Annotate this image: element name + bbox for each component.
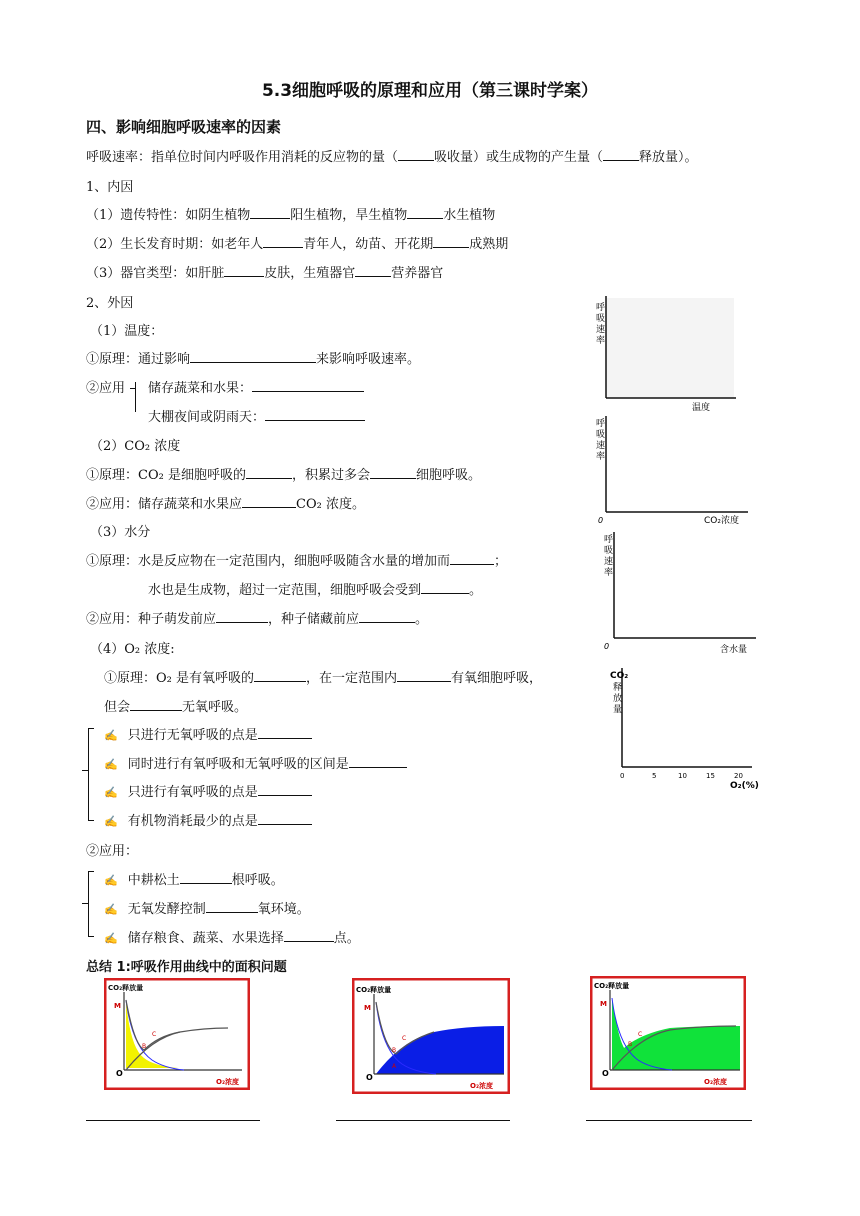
text: （2）生长发育时期：如老年人 (86, 237, 264, 252)
blank[interactable] (370, 466, 416, 479)
text: 但会 (104, 700, 131, 715)
text: 有机物消耗最少的点是 (127, 814, 258, 829)
answer-line-3[interactable] (586, 1120, 752, 1121)
text: 有氧细胞呼吸， (451, 671, 543, 686)
text: ②应用：种子萌发前应 (86, 612, 217, 627)
brace-tick (88, 820, 94, 821)
text: ，积累过多会 (291, 468, 370, 483)
label-c: C (152, 1031, 157, 1038)
section-heading-factors: 四、影响细胞呼吸速率的因素 (86, 118, 282, 136)
text: 青年人，幼苗、开花期 (303, 237, 434, 252)
y-label: CO₂释放量 (108, 984, 144, 992)
x-label: O₂浓度 (470, 1082, 494, 1090)
blank[interactable] (450, 552, 494, 565)
brace-tick (82, 903, 88, 904)
y-axis-label: 释放量 (613, 683, 623, 715)
text: 营养器官 (391, 266, 444, 281)
text: （3）器官类型：如肝脏 (86, 266, 225, 281)
blank[interactable] (433, 235, 469, 248)
hand-write-icon: ✍ (104, 786, 118, 799)
brace-tick (82, 770, 88, 771)
tick-15: 15 (706, 772, 715, 780)
blank[interactable] (246, 466, 292, 479)
blank[interactable] (242, 495, 296, 508)
text: 储存蔬菜和水果： (148, 381, 253, 396)
text: 。 (415, 612, 429, 627)
blank[interactable] (265, 408, 365, 421)
blank[interactable] (206, 900, 258, 913)
text: 点。 (333, 931, 360, 946)
water-principle-2 (148, 579, 482, 598)
blank[interactable] (254, 669, 306, 682)
o2-app-3 (104, 927, 360, 946)
tick-20: 20 (734, 772, 743, 780)
x-label: O₂浓度 (216, 1078, 240, 1086)
y-axis-label-top: CO₂ (610, 671, 629, 681)
o2-point-2 (104, 753, 407, 772)
text: 无氧发酵控制 (127, 902, 206, 917)
blank[interactable] (224, 264, 264, 277)
label-o: O (366, 1073, 373, 1082)
graph-water (590, 528, 760, 654)
text: 储存粮食、蔬菜、水果选择 (127, 931, 284, 946)
blank[interactable] (284, 929, 334, 942)
label-m: M (114, 1002, 121, 1010)
water-application (86, 608, 428, 627)
brace-tick (88, 871, 94, 872)
hand-write-icon: ✍ (104, 815, 118, 828)
blank[interactable] (190, 350, 316, 363)
text: 阳生植物，旱生植物 (290, 208, 408, 223)
text: ； (494, 554, 508, 569)
x-axis-label: 含水量 (720, 645, 748, 654)
x-axis-label: 温度 (692, 403, 711, 412)
text: 只进行有氧呼吸的点是 (127, 785, 258, 800)
inner-line-3 (86, 262, 443, 281)
definition-line (86, 146, 698, 165)
text: 水生植物 (443, 208, 496, 223)
hand-write-icon: ✍ (104, 903, 118, 916)
text: 细胞呼吸。 (415, 468, 481, 483)
def-text-a: 呼吸速率：指单位时间内呼吸作用消耗的反应物的量（ (86, 150, 399, 165)
text: ①原理：水是反应物在一定范围内，细胞呼吸随含水量的增加而 (86, 554, 451, 569)
area-graph-1 (104, 978, 250, 1090)
temp-app-1 (148, 377, 364, 396)
area-graph-2 (352, 978, 510, 1094)
brace (135, 382, 136, 412)
label-c: C (638, 1031, 643, 1038)
inner-heading: 1、内因 (86, 180, 134, 195)
answer-line-1[interactable] (86, 1120, 260, 1121)
co2-principle (86, 464, 481, 483)
temp-app-2 (148, 406, 365, 425)
blank[interactable] (263, 235, 303, 248)
blank[interactable] (250, 206, 290, 219)
page-title: 5.3细胞呼吸的原理和应用（第三课时学案） (261, 81, 599, 101)
inner-line-1 (86, 204, 495, 223)
text: ①原理：CO₂ 是细胞呼吸的 (86, 468, 246, 483)
blank[interactable] (355, 264, 391, 277)
text: ②应用：储存蔬菜和水果应 (86, 497, 243, 512)
text: 。 (469, 583, 483, 598)
hand-write-icon: ✍ (104, 874, 118, 887)
origin-label: 0 (598, 516, 604, 525)
y-label: CO₂释放量 (594, 982, 630, 990)
summary-heading: 总结 1:呼吸作用曲线中的面积问题 (86, 960, 287, 975)
blank[interactable] (216, 610, 268, 623)
text: 水也是生成物，超过一定范围，细胞呼吸会受到 (148, 583, 422, 598)
temp-heading: （1）温度： (90, 324, 164, 339)
answer-line-2[interactable] (336, 1120, 510, 1121)
label-b: B (142, 1043, 147, 1050)
label-c: C (402, 1035, 407, 1042)
temp-principle (86, 348, 420, 367)
blank[interactable] (258, 726, 312, 739)
text: 只进行无氧呼吸的点是 (127, 728, 258, 743)
blank[interactable] (252, 379, 364, 392)
y-label: CO₂释放量 (356, 986, 392, 994)
graph-bg (606, 298, 734, 398)
def-text-b: 吸收量）或生成物的产生量（ (434, 150, 604, 165)
def-text-c: 释放量）。 (639, 150, 698, 165)
x-axis-label: O₂(%) (730, 781, 759, 791)
blank[interactable] (398, 148, 434, 161)
text: CO₂ 浓度。 (296, 497, 365, 512)
blank[interactable] (180, 871, 232, 884)
blank[interactable] (130, 698, 182, 711)
blank[interactable] (397, 669, 451, 682)
blank[interactable] (258, 812, 312, 825)
blank[interactable] (359, 610, 415, 623)
brace-tick (130, 388, 136, 389)
blank[interactable] (258, 783, 312, 796)
o2-app-2 (104, 898, 310, 917)
y-axis-label: 呼吸速率 (604, 535, 614, 578)
brace-tick (88, 728, 94, 729)
label-o: O (602, 1069, 609, 1078)
text: 同时进行有氧呼吸和无氧呼吸的区间是 (127, 757, 349, 772)
o2-heading: （4）O₂ 浓度: (90, 642, 175, 657)
graph-co2 (588, 412, 758, 528)
water-principle-1 (86, 550, 507, 569)
tick-0: 0 (620, 772, 625, 780)
graph-o2 (592, 664, 768, 792)
water-heading: （3）水分 (90, 525, 151, 540)
blank[interactable] (603, 148, 639, 161)
o2-point-4 (104, 810, 312, 829)
hand-write-icon: ✍ (104, 758, 118, 771)
temp-app-label: ②应用 (86, 381, 126, 396)
y-axis-label: 呼吸速率 (596, 419, 606, 462)
text: （1）遗传特性：如阴生植物 (86, 208, 251, 223)
co2-heading: （2）CO₂ 浓度 (90, 439, 181, 454)
blank[interactable] (421, 581, 469, 594)
label-b: B (392, 1047, 397, 1054)
label-m: M (600, 1000, 607, 1008)
o2-app-1 (104, 869, 284, 888)
o2-principle-1 (104, 667, 542, 686)
area-graph-3 (590, 976, 746, 1090)
x-axis-label: CO₂浓度 (704, 516, 739, 526)
outer-heading: 2、外因 (86, 296, 134, 311)
label-b: B (628, 1041, 633, 1048)
x-label: O₂浓度 (704, 1078, 728, 1086)
hand-write-icon: ✍ (104, 932, 118, 945)
o2-point-3 (104, 781, 312, 800)
brace (88, 871, 89, 937)
text: 氧环境。 (257, 902, 310, 917)
text: 成熟期 (469, 237, 509, 252)
label-a: A (392, 1063, 397, 1070)
inner-line-2 (86, 233, 508, 252)
brace (88, 728, 89, 821)
text: 来影响呼吸速率。 (316, 352, 421, 367)
text: ，种子储藏前应 (268, 612, 360, 627)
text: 无氧呼吸。 (182, 700, 248, 715)
tick-10: 10 (678, 772, 687, 780)
tick-5: 5 (652, 772, 657, 780)
o2-principle-2 (104, 696, 247, 715)
text: 皮肤，生殖器官 (264, 266, 356, 281)
label-m: M (364, 1004, 371, 1012)
blank[interactable] (349, 755, 407, 768)
text: 根呼吸。 (231, 873, 284, 888)
text: ①原理：通过影响 (86, 352, 191, 367)
text: ，在一定范围内 (306, 671, 398, 686)
o2-app-label: ②应用： (86, 844, 139, 859)
hand-write-icon: ✍ (104, 729, 118, 742)
blank[interactable] (407, 206, 443, 219)
graph-temperature (588, 292, 748, 412)
label-o: O (116, 1069, 123, 1078)
text: 中耕松土 (127, 873, 180, 888)
text: ①原理：O₂ 是有氧呼吸的 (104, 671, 255, 686)
text: 大棚夜间或阴雨天： (148, 410, 266, 425)
o2-point-1 (104, 724, 312, 743)
y-axis-label: 呼吸速率 (596, 303, 606, 346)
origin-label: 0 (604, 642, 610, 651)
brace-tick (88, 936, 94, 937)
co2-application (86, 493, 365, 512)
